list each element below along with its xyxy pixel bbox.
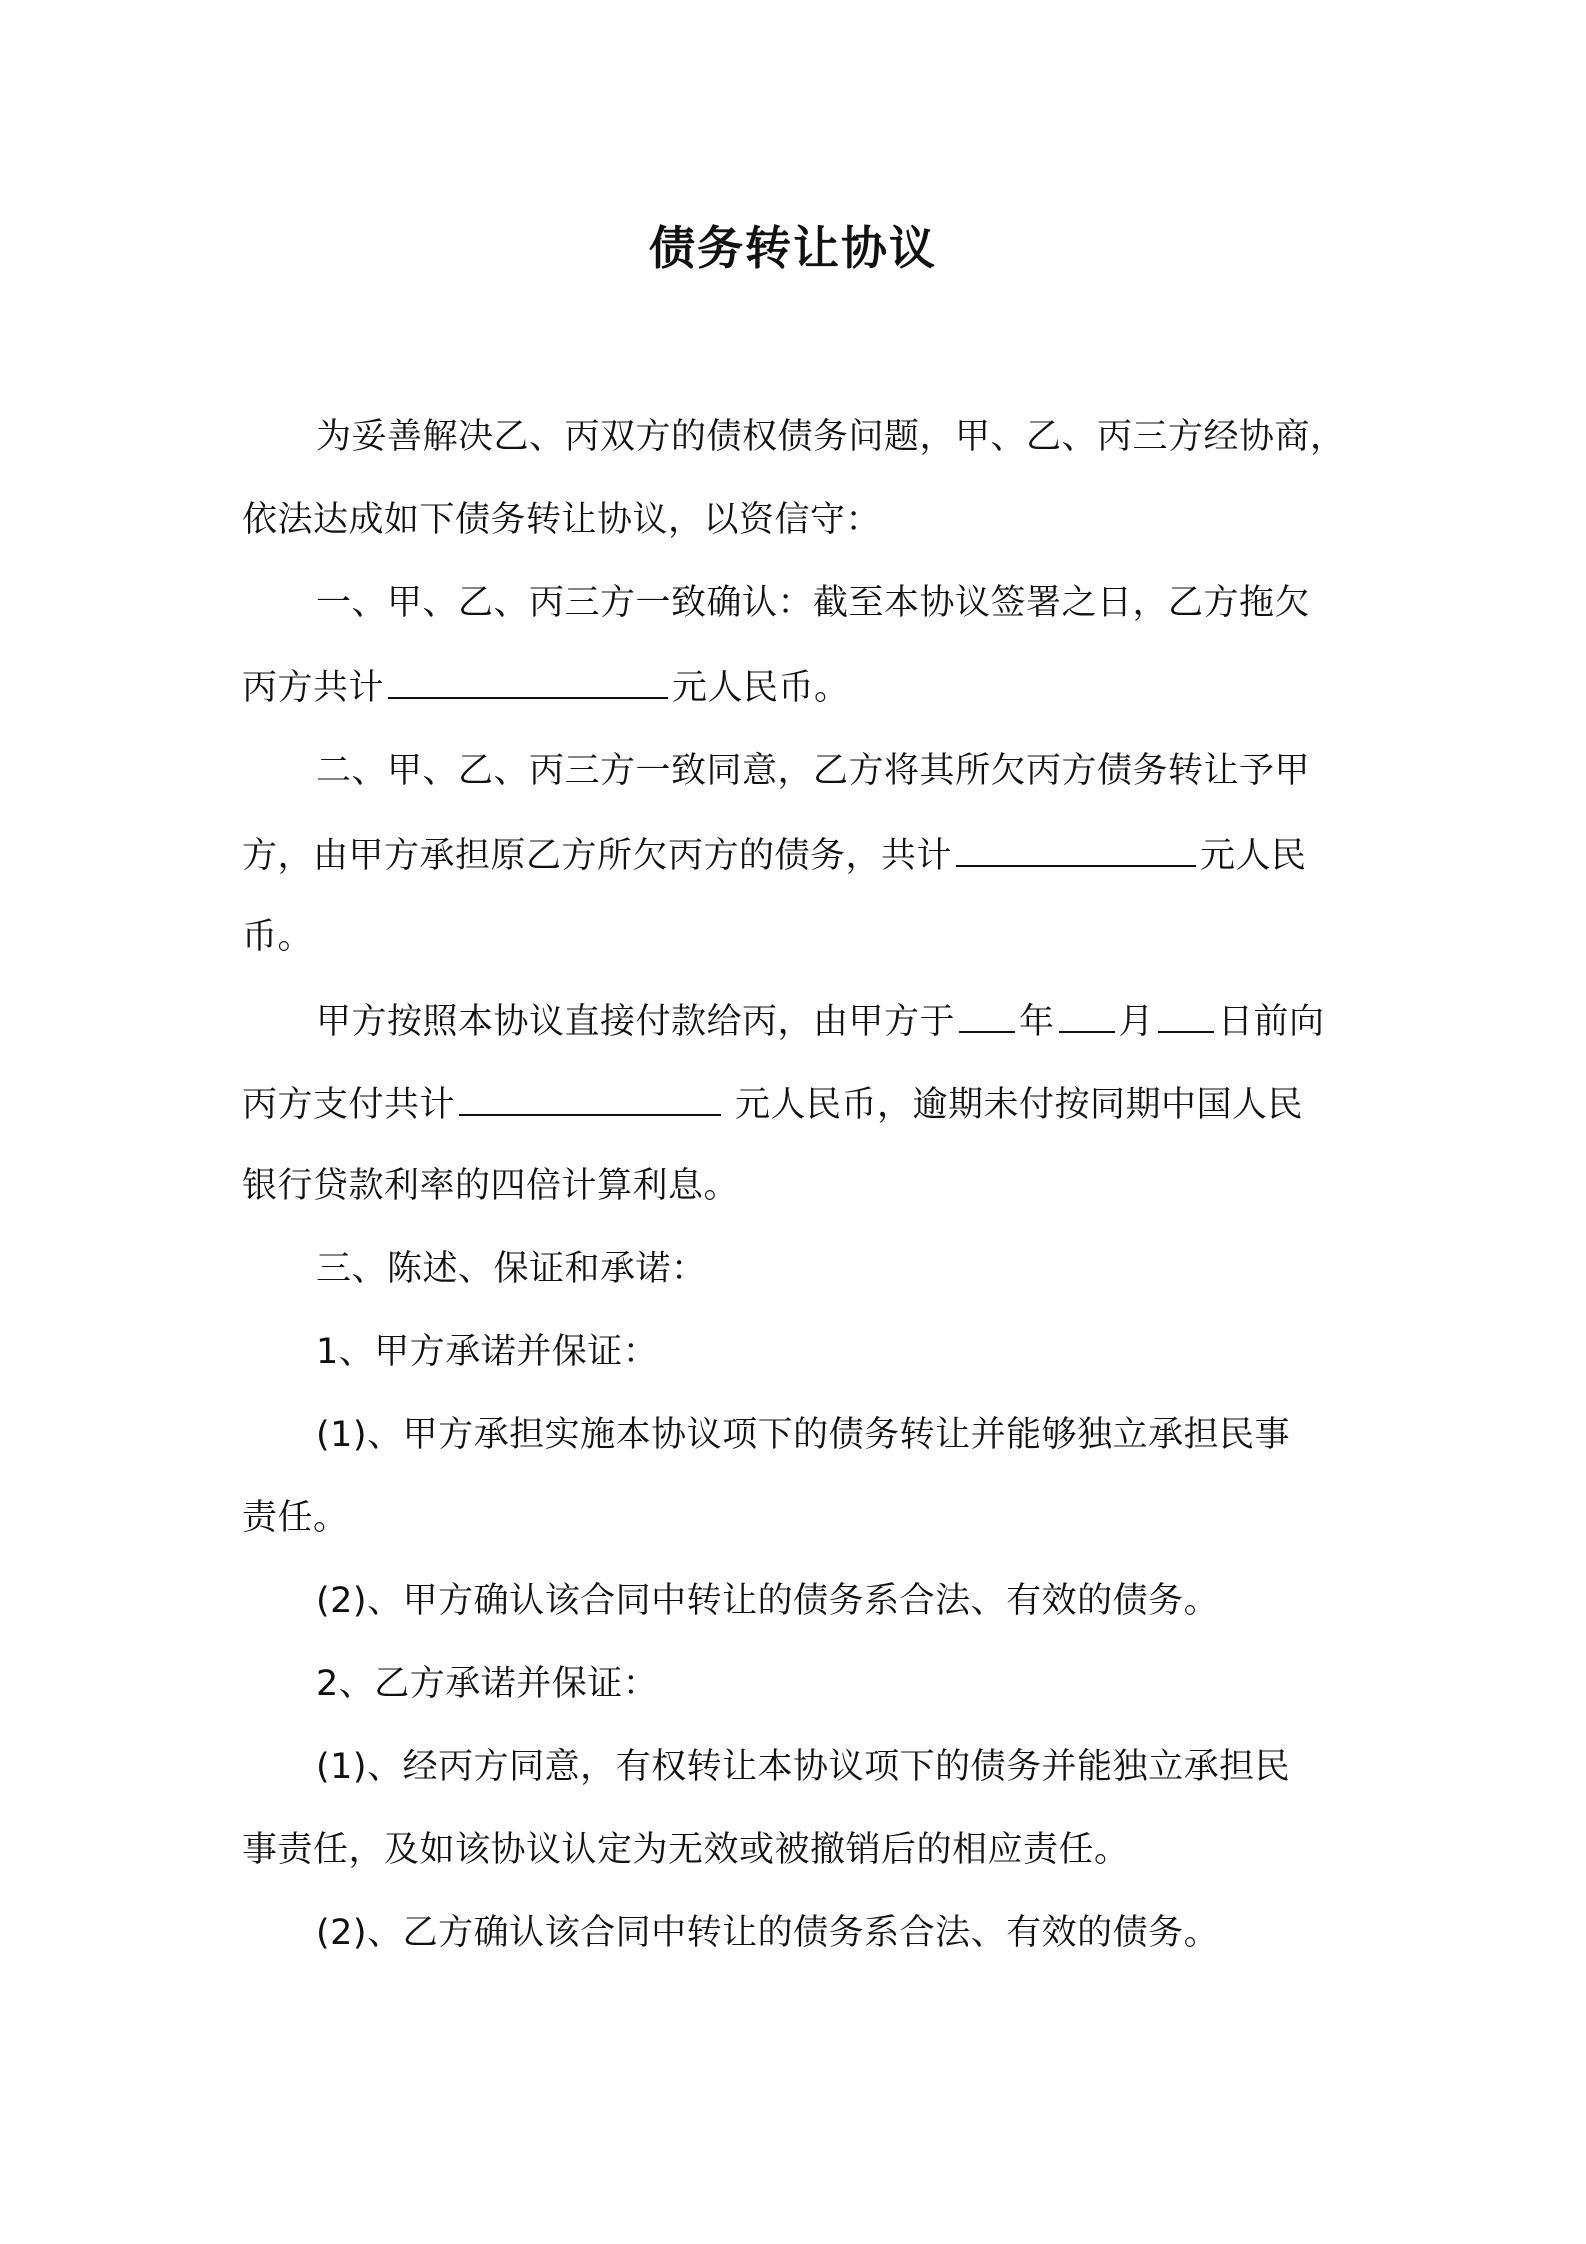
clause2-line-1: 二、甲、乙、丙三方一致同意，乙方将其所欠丙方债务转让予甲 (316, 751, 1311, 791)
clause2-line-3: 币。 (242, 917, 314, 957)
payment-text-before-2: 丙方支付共计 (242, 1085, 456, 1125)
clause2-text-before: 方，由甲方承担原乙方所欠丙方的债务，共计 (242, 836, 953, 876)
section3-heading: 三、陈述、保证和承诺： (316, 1249, 707, 1289)
payment-line-3: 银行贷款利率的四倍计算利息。 (242, 1166, 740, 1206)
clause2-line-2 (242, 829, 1307, 881)
clause1-line-1: 一、甲、乙、丙三方一致确认：截至本协议签署之日，乙方拖欠 (316, 583, 1311, 623)
payment-line-2 (242, 1078, 1303, 1130)
payment-text-after-2: 元人民币，逾期未付按同期中国人民 (735, 1085, 1304, 1125)
intro-line-1: 为妥善解决乙、丙双方的债权债务问题，甲、乙、丙三方经协商， (316, 417, 1346, 457)
party-a-item2: (2)、甲方确认该合同中转让的债务系合法、有效的债务。 (316, 1581, 1220, 1621)
amount-blank-1[interactable] (388, 661, 668, 699)
clause1-line-2 (242, 661, 850, 713)
party-b-item1-line2: 事责任，及如该协议认定为无效或被撤销后的相应责任。 (242, 1830, 1130, 1870)
amount-blank-2[interactable] (956, 829, 1196, 867)
day-blank[interactable] (1158, 995, 1214, 1033)
party-a-heading: 1、甲方承诺并保证： (316, 1332, 659, 1372)
party-a-item1-line2: 责任。 (242, 1498, 349, 1538)
party-a-item1-line1: (1)、甲方承担实施本协议项下的债务转让并能够独立承担民事 (316, 1415, 1291, 1455)
payment-line-1 (316, 995, 1325, 1047)
year-blank[interactable] (959, 995, 1015, 1033)
payment-text-before: 甲方按照本协议直接付款给丙，由甲方于 (316, 1002, 956, 1042)
clause1-text-before: 丙方共计 (242, 668, 385, 708)
clause1-text-after: 元人民币。 (672, 668, 850, 708)
party-b-item2: (2)、乙方确认该合同中转让的债务系合法、有效的债务。 (316, 1913, 1220, 1953)
clause2-text-after: 元人民 (1200, 836, 1307, 876)
party-b-item1-line1: (1)、经丙方同意，有权转让本协议项下的债务并能独立承担民 (316, 1747, 1291, 1787)
party-b-heading: 2、乙方承诺并保证： (316, 1664, 659, 1704)
year-label: 年 (1019, 1002, 1055, 1042)
intro-line-2: 依法达成如下债务转让协议，以资信守： (242, 500, 882, 540)
day-label: 日前向 (1218, 1002, 1325, 1042)
month-label: 月 (1118, 1002, 1155, 1042)
month-blank[interactable] (1059, 995, 1115, 1033)
document-title: 债务转让协议 (649, 221, 937, 275)
amount-blank-3[interactable] (459, 1078, 721, 1116)
